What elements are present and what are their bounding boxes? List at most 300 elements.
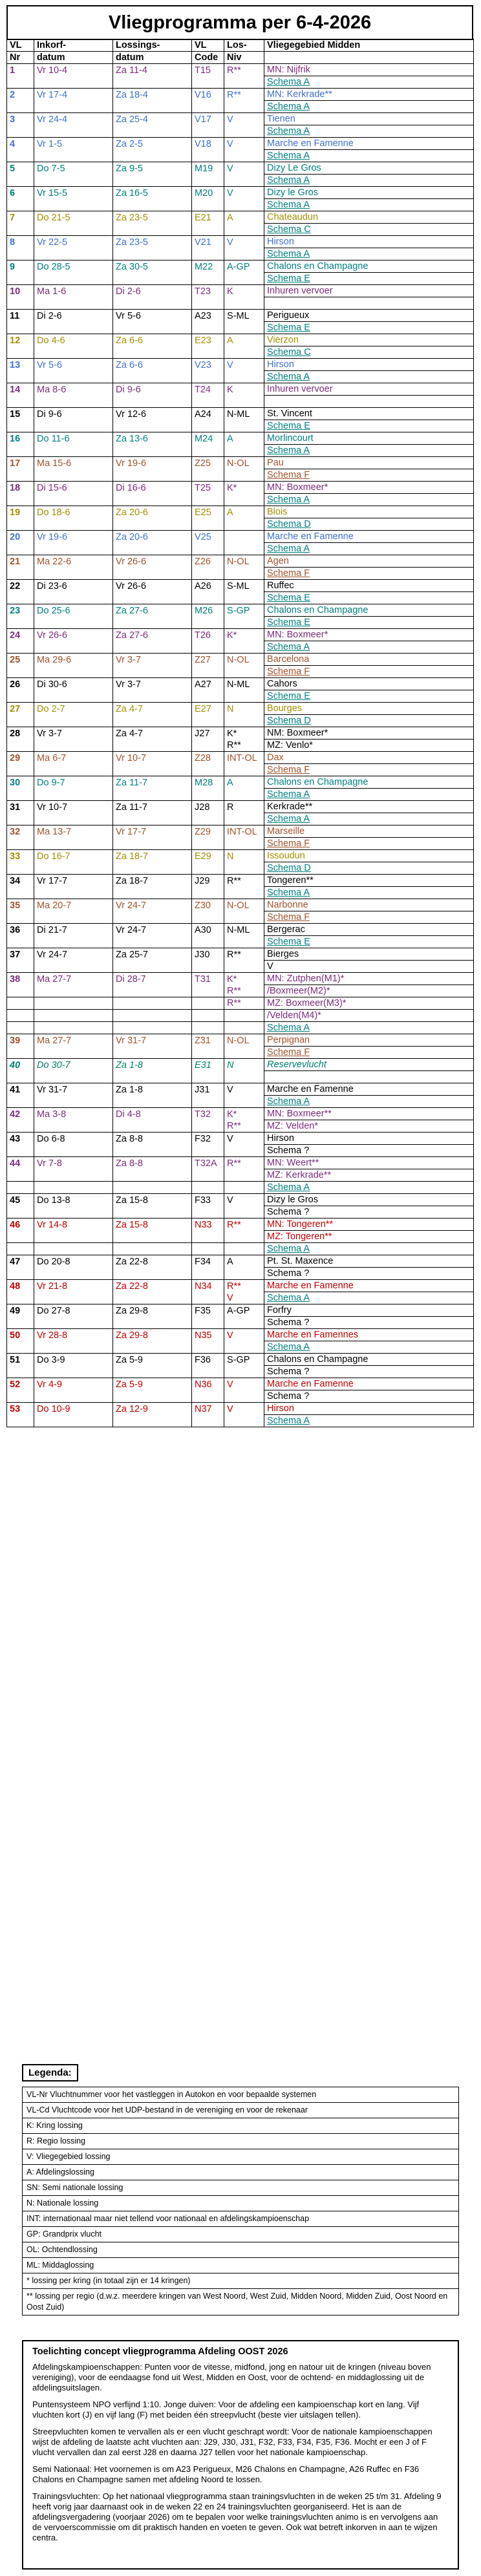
lossing-level: A bbox=[224, 334, 264, 346]
flight-number-cont bbox=[7, 789, 34, 801]
lossing-level-cont bbox=[224, 125, 264, 138]
flight-number: 13 bbox=[7, 359, 34, 371]
flight-number-cont bbox=[7, 838, 34, 850]
lossing-date: Za 9-5 bbox=[113, 162, 192, 175]
flight-number: 15 bbox=[7, 408, 34, 420]
flight-number-cont bbox=[7, 641, 34, 654]
flight-code: Z29 bbox=[192, 825, 224, 838]
legend-item: GP: Grandprix vlucht bbox=[23, 2227, 459, 2242]
lossing-level: V bbox=[224, 1403, 264, 1415]
table-row bbox=[7, 1182, 474, 1194]
flight-area: Schema F bbox=[264, 666, 474, 678]
flight-area: Schema F bbox=[264, 911, 474, 924]
table-row bbox=[7, 494, 474, 506]
inkorf-date-cont bbox=[34, 1317, 113, 1329]
lossing-level bbox=[224, 531, 264, 543]
inkorf-date: Vr 5-6 bbox=[34, 359, 113, 371]
flight-area: Schema A bbox=[264, 125, 474, 138]
flight-number-cont bbox=[7, 1231, 34, 1243]
inkorf-date-cont bbox=[34, 1145, 113, 1157]
lossing-level-cont bbox=[224, 715, 264, 727]
lossing-date-cont bbox=[113, 666, 192, 678]
lossing-level-cont bbox=[224, 1415, 264, 1427]
table-row bbox=[7, 396, 474, 408]
flight-code-cont bbox=[192, 248, 224, 261]
inkorf-date: Di 21-7 bbox=[34, 924, 113, 936]
flight-code-cont bbox=[192, 936, 224, 948]
table-row bbox=[7, 997, 474, 1010]
inkorf-date-cont bbox=[34, 1390, 113, 1403]
flight-code-cont bbox=[192, 961, 224, 973]
lossing-date: Vr 31-7 bbox=[113, 1034, 192, 1047]
flight-area: Schema A bbox=[264, 813, 474, 825]
lossing-date: Za 25-4 bbox=[113, 113, 192, 125]
flight-code-cont bbox=[192, 789, 224, 801]
flight-number: 38 bbox=[7, 973, 34, 985]
inkorf-date-cont bbox=[34, 420, 113, 432]
flight-code: J27 bbox=[192, 727, 224, 740]
lossing-date: Vr 26-6 bbox=[113, 580, 192, 592]
lossing-level-cont bbox=[224, 150, 264, 162]
lossing-level-cont bbox=[224, 1231, 264, 1243]
table-row bbox=[7, 1366, 474, 1378]
flight-number: 29 bbox=[7, 752, 34, 764]
flight-code-cont bbox=[192, 568, 224, 580]
flight-area: Schema ? bbox=[264, 1145, 474, 1157]
inkorf-date: Di 15-6 bbox=[34, 482, 113, 494]
lossing-date: Vr 12-6 bbox=[113, 408, 192, 420]
lossing-date-cont bbox=[113, 1341, 192, 1354]
lossing-level-cont bbox=[224, 1206, 264, 1219]
flight-number-cont bbox=[7, 568, 34, 580]
flight-code: J29 bbox=[192, 875, 224, 887]
lossing-level-cont bbox=[224, 887, 264, 899]
flight-area: Chalons en Champagne bbox=[264, 776, 474, 789]
flight-code: E29 bbox=[192, 850, 224, 862]
lossing-date-cont bbox=[113, 1022, 192, 1034]
lossing-level: N-OL bbox=[224, 1034, 264, 1047]
table-row bbox=[7, 224, 474, 236]
flight-code-cont bbox=[192, 1096, 224, 1108]
lossing-date-cont bbox=[113, 764, 192, 776]
legend-item: ML: Middaglossing bbox=[23, 2258, 459, 2273]
inkorf-date-cont bbox=[34, 1096, 113, 1108]
flight-code-cont bbox=[192, 1182, 224, 1194]
flight-number: 34 bbox=[7, 875, 34, 887]
flight-area: Narbonne bbox=[264, 899, 474, 911]
legend-row bbox=[23, 2118, 459, 2134]
inkorf-date-cont bbox=[34, 1071, 113, 1083]
lossing-date-cont bbox=[113, 248, 192, 261]
flight-code: V25 bbox=[192, 531, 224, 543]
toelichting-title: Toelichting concept vliegprogramma Afdeling OOST 2026 bbox=[32, 2347, 288, 2357]
table-row bbox=[7, 457, 474, 469]
inkorf-date: Vr 19-6 bbox=[34, 531, 113, 543]
flight-number: 36 bbox=[7, 924, 34, 936]
flight-code: T24 bbox=[192, 383, 224, 396]
flight-area: /Boxmeer(M2)* bbox=[264, 985, 474, 997]
lossing-level: A-GP bbox=[224, 261, 264, 273]
inkorf-date: Ma 22-6 bbox=[34, 555, 113, 568]
flight-code: Z31 bbox=[192, 1034, 224, 1047]
flight-number: 1 bbox=[7, 64, 34, 76]
flight-code: Z27 bbox=[192, 654, 224, 666]
flight-code-cont bbox=[192, 175, 224, 187]
inkorf-date-cont bbox=[34, 76, 113, 89]
table-row bbox=[7, 138, 474, 150]
flight-code-cont bbox=[192, 911, 224, 924]
lossing-date-cont bbox=[113, 76, 192, 89]
inkorf-date-cont bbox=[34, 125, 113, 138]
legend-item: R: Regio lossing bbox=[23, 2134, 459, 2149]
lossing-level-cont bbox=[224, 911, 264, 924]
inkorf-date-cont bbox=[34, 1182, 113, 1194]
lossing-level: R** bbox=[224, 948, 264, 961]
flight-number: 26 bbox=[7, 678, 34, 690]
lossing-date: Za 4-7 bbox=[113, 703, 192, 715]
table-row bbox=[7, 1255, 474, 1268]
flight-area: MN: Zutphen(M1)* bbox=[264, 973, 474, 985]
lossing-date-cont bbox=[113, 469, 192, 482]
flight-area: Schema E bbox=[264, 273, 474, 285]
lossing-date: Za 22-8 bbox=[113, 1280, 192, 1292]
table-row bbox=[7, 273, 474, 285]
flight-number: 27 bbox=[7, 703, 34, 715]
flight-area: V bbox=[264, 961, 474, 973]
legend-item: K: Kring lossing bbox=[23, 2118, 459, 2134]
flight-code: F33 bbox=[192, 1194, 224, 1206]
flight-code-cont bbox=[192, 740, 224, 752]
inkorf-date: Do 25-6 bbox=[34, 604, 113, 617]
inkorf-date-cont bbox=[34, 985, 113, 997]
lossing-date: Za 6-6 bbox=[113, 359, 192, 371]
flight-number: 20 bbox=[7, 531, 34, 543]
flight-area: Schema E bbox=[264, 690, 474, 703]
inkorf-date-cont bbox=[34, 543, 113, 555]
program-body bbox=[7, 64, 474, 1427]
inkorf-date: Do 13-8 bbox=[34, 1194, 113, 1206]
flight-code: Z26 bbox=[192, 555, 224, 568]
inkorf-date-cont bbox=[34, 911, 113, 924]
flight-number-cont bbox=[7, 1292, 34, 1304]
flight-area: Agen bbox=[264, 555, 474, 568]
inkorf-date: Do 3-9 bbox=[34, 1354, 113, 1366]
inkorf-date: Ma 8-6 bbox=[34, 383, 113, 396]
table-row bbox=[7, 604, 474, 617]
table-row bbox=[7, 445, 474, 457]
lossing-level: V bbox=[224, 113, 264, 125]
inkorf-date-cont bbox=[34, 1022, 113, 1034]
lossing-level: N-OL bbox=[224, 555, 264, 568]
flight-number: 33 bbox=[7, 850, 34, 862]
flight-code-cont bbox=[192, 445, 224, 457]
inkorf-date: Do 20-8 bbox=[34, 1255, 113, 1268]
flight-area: MZ: Kerkrade** bbox=[264, 1169, 474, 1182]
inkorf-date-cont bbox=[34, 887, 113, 899]
lossing-date-cont bbox=[113, 1047, 192, 1059]
header-area: Vliegegebied Midden bbox=[264, 39, 474, 52]
flight-area: Dax bbox=[264, 752, 474, 764]
lossing-date-cont bbox=[113, 125, 192, 138]
lossing-date: Za 8-8 bbox=[113, 1157, 192, 1169]
table-row bbox=[7, 408, 474, 420]
flight-code: M22 bbox=[192, 261, 224, 273]
flight-code: E27 bbox=[192, 703, 224, 715]
table-row bbox=[7, 1378, 474, 1390]
flight-number: 17 bbox=[7, 457, 34, 469]
table-row bbox=[7, 1415, 474, 1427]
legend-row bbox=[23, 2242, 459, 2258]
inkorf-date-cont bbox=[34, 445, 113, 457]
lossing-date-cont bbox=[113, 862, 192, 875]
flight-number-cont bbox=[7, 1096, 34, 1108]
flight-code: J30 bbox=[192, 948, 224, 961]
legend-row bbox=[23, 2134, 459, 2149]
flight-area: Schema C bbox=[264, 346, 474, 359]
flight-number: 23 bbox=[7, 604, 34, 617]
lossing-level-cont bbox=[224, 273, 264, 285]
flight-number: 6 bbox=[7, 187, 34, 199]
header-lossing: Lossings- bbox=[113, 39, 192, 52]
flight-code-cont bbox=[192, 1243, 224, 1255]
table-row bbox=[7, 911, 474, 924]
lossing-level-2: V bbox=[224, 1292, 264, 1304]
toelichting-paragraph: Trainingsvluchten: Op het nationaal vliegprogramma staan trainingsvluchten in de weken 25 t/m 31. Afdeling 9 heeft vorig jaar daarnaast ook in de weken 22 en 24 trainingsvluchten georganiseerd. Het is aan de afdelingsvergadering (voorjaar 2026) om te bepalen voor welke trainingsvluchten animo is en vervolgens aan de vervoerscommissie om dit praktisch handen en voeten te geven. Ook wat betreft inkorven in aan te wijzen centra. bbox=[32, 2491, 442, 2542]
flight-number-cont bbox=[7, 224, 34, 236]
flight-number-cont bbox=[7, 1169, 34, 1182]
flight-number-cont bbox=[7, 592, 34, 604]
flight-number: 43 bbox=[7, 1133, 34, 1145]
legend-row bbox=[23, 2258, 459, 2273]
inkorf-date: Vr 10-7 bbox=[34, 801, 113, 813]
lossing-date: Za 29-8 bbox=[113, 1304, 192, 1317]
flight-code: V17 bbox=[192, 113, 224, 125]
inkorf-date: Ma 13-7 bbox=[34, 825, 113, 838]
flight-code-cont bbox=[192, 1231, 224, 1243]
lossing-level-cont bbox=[224, 224, 264, 236]
table-row bbox=[7, 334, 474, 346]
inkorf-date-cont bbox=[34, 150, 113, 162]
flight-area: MN: Nijfrik bbox=[264, 64, 474, 76]
table-row bbox=[7, 924, 474, 936]
legend-item: ** lossing per regio (d.w.z. meerdere kringen van West Noord, West Zuid, Midden Noord, Midden Zuid, Oost Noord en Oost Zuid) bbox=[23, 2289, 459, 2315]
table-row bbox=[7, 1133, 474, 1145]
table-row bbox=[7, 1108, 474, 1120]
inkorf-date: Vr 3-7 bbox=[34, 727, 113, 740]
lossing-level: A-GP bbox=[224, 1304, 264, 1317]
flight-code: F35 bbox=[192, 1304, 224, 1317]
table-row bbox=[7, 776, 474, 789]
flight-code-cont bbox=[192, 420, 224, 432]
flight-area: MZ: Boxmeer(M3)* bbox=[264, 997, 474, 1010]
legend-item: OL: Ochtendlossing bbox=[23, 2242, 459, 2258]
flight-area: Morlincourt bbox=[264, 432, 474, 445]
flight-area: Schema ? bbox=[264, 1206, 474, 1219]
inkorf-date-cont bbox=[34, 862, 113, 875]
flight-area: MZ: Velden* bbox=[264, 1120, 474, 1133]
flight-area: Pau bbox=[264, 457, 474, 469]
flight-area: Schema A bbox=[264, 199, 474, 211]
flight-number: 53 bbox=[7, 1403, 34, 1415]
lossing-date: Za 12-9 bbox=[113, 1403, 192, 1415]
lossing-date-cont bbox=[113, 445, 192, 457]
lossing-date: Vr 3-7 bbox=[113, 654, 192, 666]
flight-code: A23 bbox=[192, 310, 224, 322]
table-row bbox=[7, 936, 474, 948]
lossing-level: V bbox=[224, 1329, 264, 1341]
lossing-date-cont bbox=[113, 101, 192, 113]
flight-area: Schema ? bbox=[264, 1268, 474, 1280]
inkorf-date-cont bbox=[34, 1268, 113, 1280]
lossing-date: Za 5-9 bbox=[113, 1378, 192, 1390]
lossing-date-cont bbox=[113, 813, 192, 825]
flight-number: 44 bbox=[7, 1157, 34, 1169]
flight-number: 40 bbox=[7, 1059, 34, 1071]
table-row bbox=[7, 150, 474, 162]
lossing-date: Za 27-6 bbox=[113, 604, 192, 617]
lossing-date-cont bbox=[113, 322, 192, 334]
lossing-date: Di 2-6 bbox=[113, 285, 192, 297]
lossing-level: V bbox=[224, 1194, 264, 1206]
lossing-level: R** bbox=[224, 64, 264, 76]
inkorf-date: Do 30-7 bbox=[34, 1059, 113, 1071]
flight-number: 10 bbox=[7, 285, 34, 297]
flight-number: 12 bbox=[7, 334, 34, 346]
lossing-level: A bbox=[224, 776, 264, 789]
flight-code-cont bbox=[192, 76, 224, 89]
lossing-date: Vr 5-6 bbox=[113, 310, 192, 322]
inkorf-date: Di 30-6 bbox=[34, 678, 113, 690]
table-row bbox=[7, 641, 474, 654]
lossing-level: V bbox=[224, 1378, 264, 1390]
flight-code: N35 bbox=[192, 1329, 224, 1341]
flight-code-cont bbox=[192, 715, 224, 727]
flight-area: Schema A bbox=[264, 789, 474, 801]
lossing-date: Za 11-4 bbox=[113, 64, 192, 76]
table-row bbox=[7, 1231, 474, 1243]
table-row bbox=[7, 1206, 474, 1219]
flight-number-cont bbox=[7, 494, 34, 506]
flight-area: Schema A bbox=[264, 1096, 474, 1108]
flight-area: MN: Tongeren** bbox=[264, 1219, 474, 1231]
lossing-date: Vr 26-6 bbox=[113, 555, 192, 568]
lossing-date-cont bbox=[113, 936, 192, 948]
flight-area: Marche en Famenne bbox=[264, 1280, 474, 1292]
lossing-level-cont bbox=[224, 666, 264, 678]
flight-number-cont bbox=[7, 346, 34, 359]
flight-area: Hirson bbox=[264, 236, 474, 248]
table-row bbox=[7, 961, 474, 973]
lossing-level-cont bbox=[224, 1341, 264, 1354]
table-row bbox=[7, 359, 474, 371]
legend-row bbox=[23, 2289, 459, 2315]
table-row bbox=[7, 838, 474, 850]
flight-number-cont bbox=[7, 1010, 34, 1022]
inkorf-date-cont bbox=[34, 322, 113, 334]
inkorf-date: Di 23-6 bbox=[34, 580, 113, 592]
table-row bbox=[7, 850, 474, 862]
flight-number: 41 bbox=[7, 1083, 34, 1096]
inkorf-date-cont bbox=[34, 568, 113, 580]
flight-number: 39 bbox=[7, 1034, 34, 1047]
lossing-level-cont bbox=[224, 1096, 264, 1108]
inkorf-date-cont bbox=[34, 371, 113, 383]
flight-code-cont bbox=[192, 469, 224, 482]
flight-area: Schema A bbox=[264, 76, 474, 89]
lossing-date-cont bbox=[113, 985, 192, 997]
flight-area: Marche en Famenne bbox=[264, 138, 474, 150]
table-row bbox=[7, 752, 474, 764]
flight-area: Schema A bbox=[264, 543, 474, 555]
flight-area: Schema E bbox=[264, 936, 474, 948]
flight-area: Schema A bbox=[264, 1341, 474, 1354]
flight-number: 4 bbox=[7, 138, 34, 150]
lossing-level: V bbox=[224, 359, 264, 371]
flight-code-cont bbox=[192, 1010, 224, 1022]
flight-area: Forfry bbox=[264, 1304, 474, 1317]
flight-code-cont bbox=[192, 838, 224, 850]
table-row bbox=[7, 948, 474, 961]
flight-number-cont bbox=[7, 175, 34, 187]
page-title: Vliegprogramma per 6-4-2026 bbox=[6, 5, 473, 40]
header-datum: datum bbox=[34, 52, 113, 64]
flight-code-cont bbox=[192, 199, 224, 211]
flight-number: 11 bbox=[7, 310, 34, 322]
inkorf-date-cont bbox=[34, 346, 113, 359]
flight-number-cont bbox=[7, 1145, 34, 1157]
inkorf-date: Vr 10-4 bbox=[34, 64, 113, 76]
flight-number-cont bbox=[7, 1415, 34, 1427]
inkorf-date-cont bbox=[34, 936, 113, 948]
flight-code-cont bbox=[192, 862, 224, 875]
lossing-level: K* bbox=[224, 482, 264, 494]
lossing-date: Di 16-6 bbox=[113, 482, 192, 494]
table-row bbox=[7, 555, 474, 568]
flight-code-cont bbox=[192, 1268, 224, 1280]
lossing-date: Vr 10-7 bbox=[113, 752, 192, 764]
flight-code: E23 bbox=[192, 334, 224, 346]
legend-item: * lossing per kring (in totaal zijn er 14 kringen) bbox=[23, 2273, 459, 2289]
lossing-level: N-OL bbox=[224, 899, 264, 911]
inkorf-date-cont bbox=[34, 1366, 113, 1378]
flight-code-cont bbox=[192, 543, 224, 555]
table-row bbox=[7, 666, 474, 678]
toelichting-paragraph: Semi Nationaal: Het voornemen is om A23 Perigueux, M26 Chalons en Champagne, A26 Ruffec en F36 Chalons en Champagne samen met afdeling Noord te lossen. bbox=[32, 2464, 420, 2484]
flight-area: MN: Boxmeer* bbox=[264, 629, 474, 641]
lossing-level-cont bbox=[224, 1047, 264, 1059]
flight-area: Cahors bbox=[264, 678, 474, 690]
table-row bbox=[7, 629, 474, 641]
flight-number-cont bbox=[7, 273, 34, 285]
table-row bbox=[7, 1071, 474, 1083]
lossing-level: N bbox=[224, 850, 264, 862]
flight-area bbox=[264, 297, 474, 310]
lossing-date: Za 15-8 bbox=[113, 1219, 192, 1231]
flight-area: MN: Weert** bbox=[264, 1157, 474, 1169]
legend-row bbox=[23, 2087, 459, 2103]
lossing-date-cont bbox=[113, 297, 192, 310]
lossing-date-cont bbox=[113, 1096, 192, 1108]
lossing-date-cont bbox=[113, 199, 192, 211]
flight-number-cont bbox=[7, 543, 34, 555]
flight-area: Schema A bbox=[264, 248, 474, 261]
flight-number-cont bbox=[7, 1317, 34, 1329]
lossing-date: Za 11-7 bbox=[113, 776, 192, 789]
inkorf-date: Vr 31-7 bbox=[34, 1083, 113, 1096]
lossing-date-cont bbox=[113, 1182, 192, 1194]
flight-number: 22 bbox=[7, 580, 34, 592]
flight-code: T31 bbox=[192, 973, 224, 985]
